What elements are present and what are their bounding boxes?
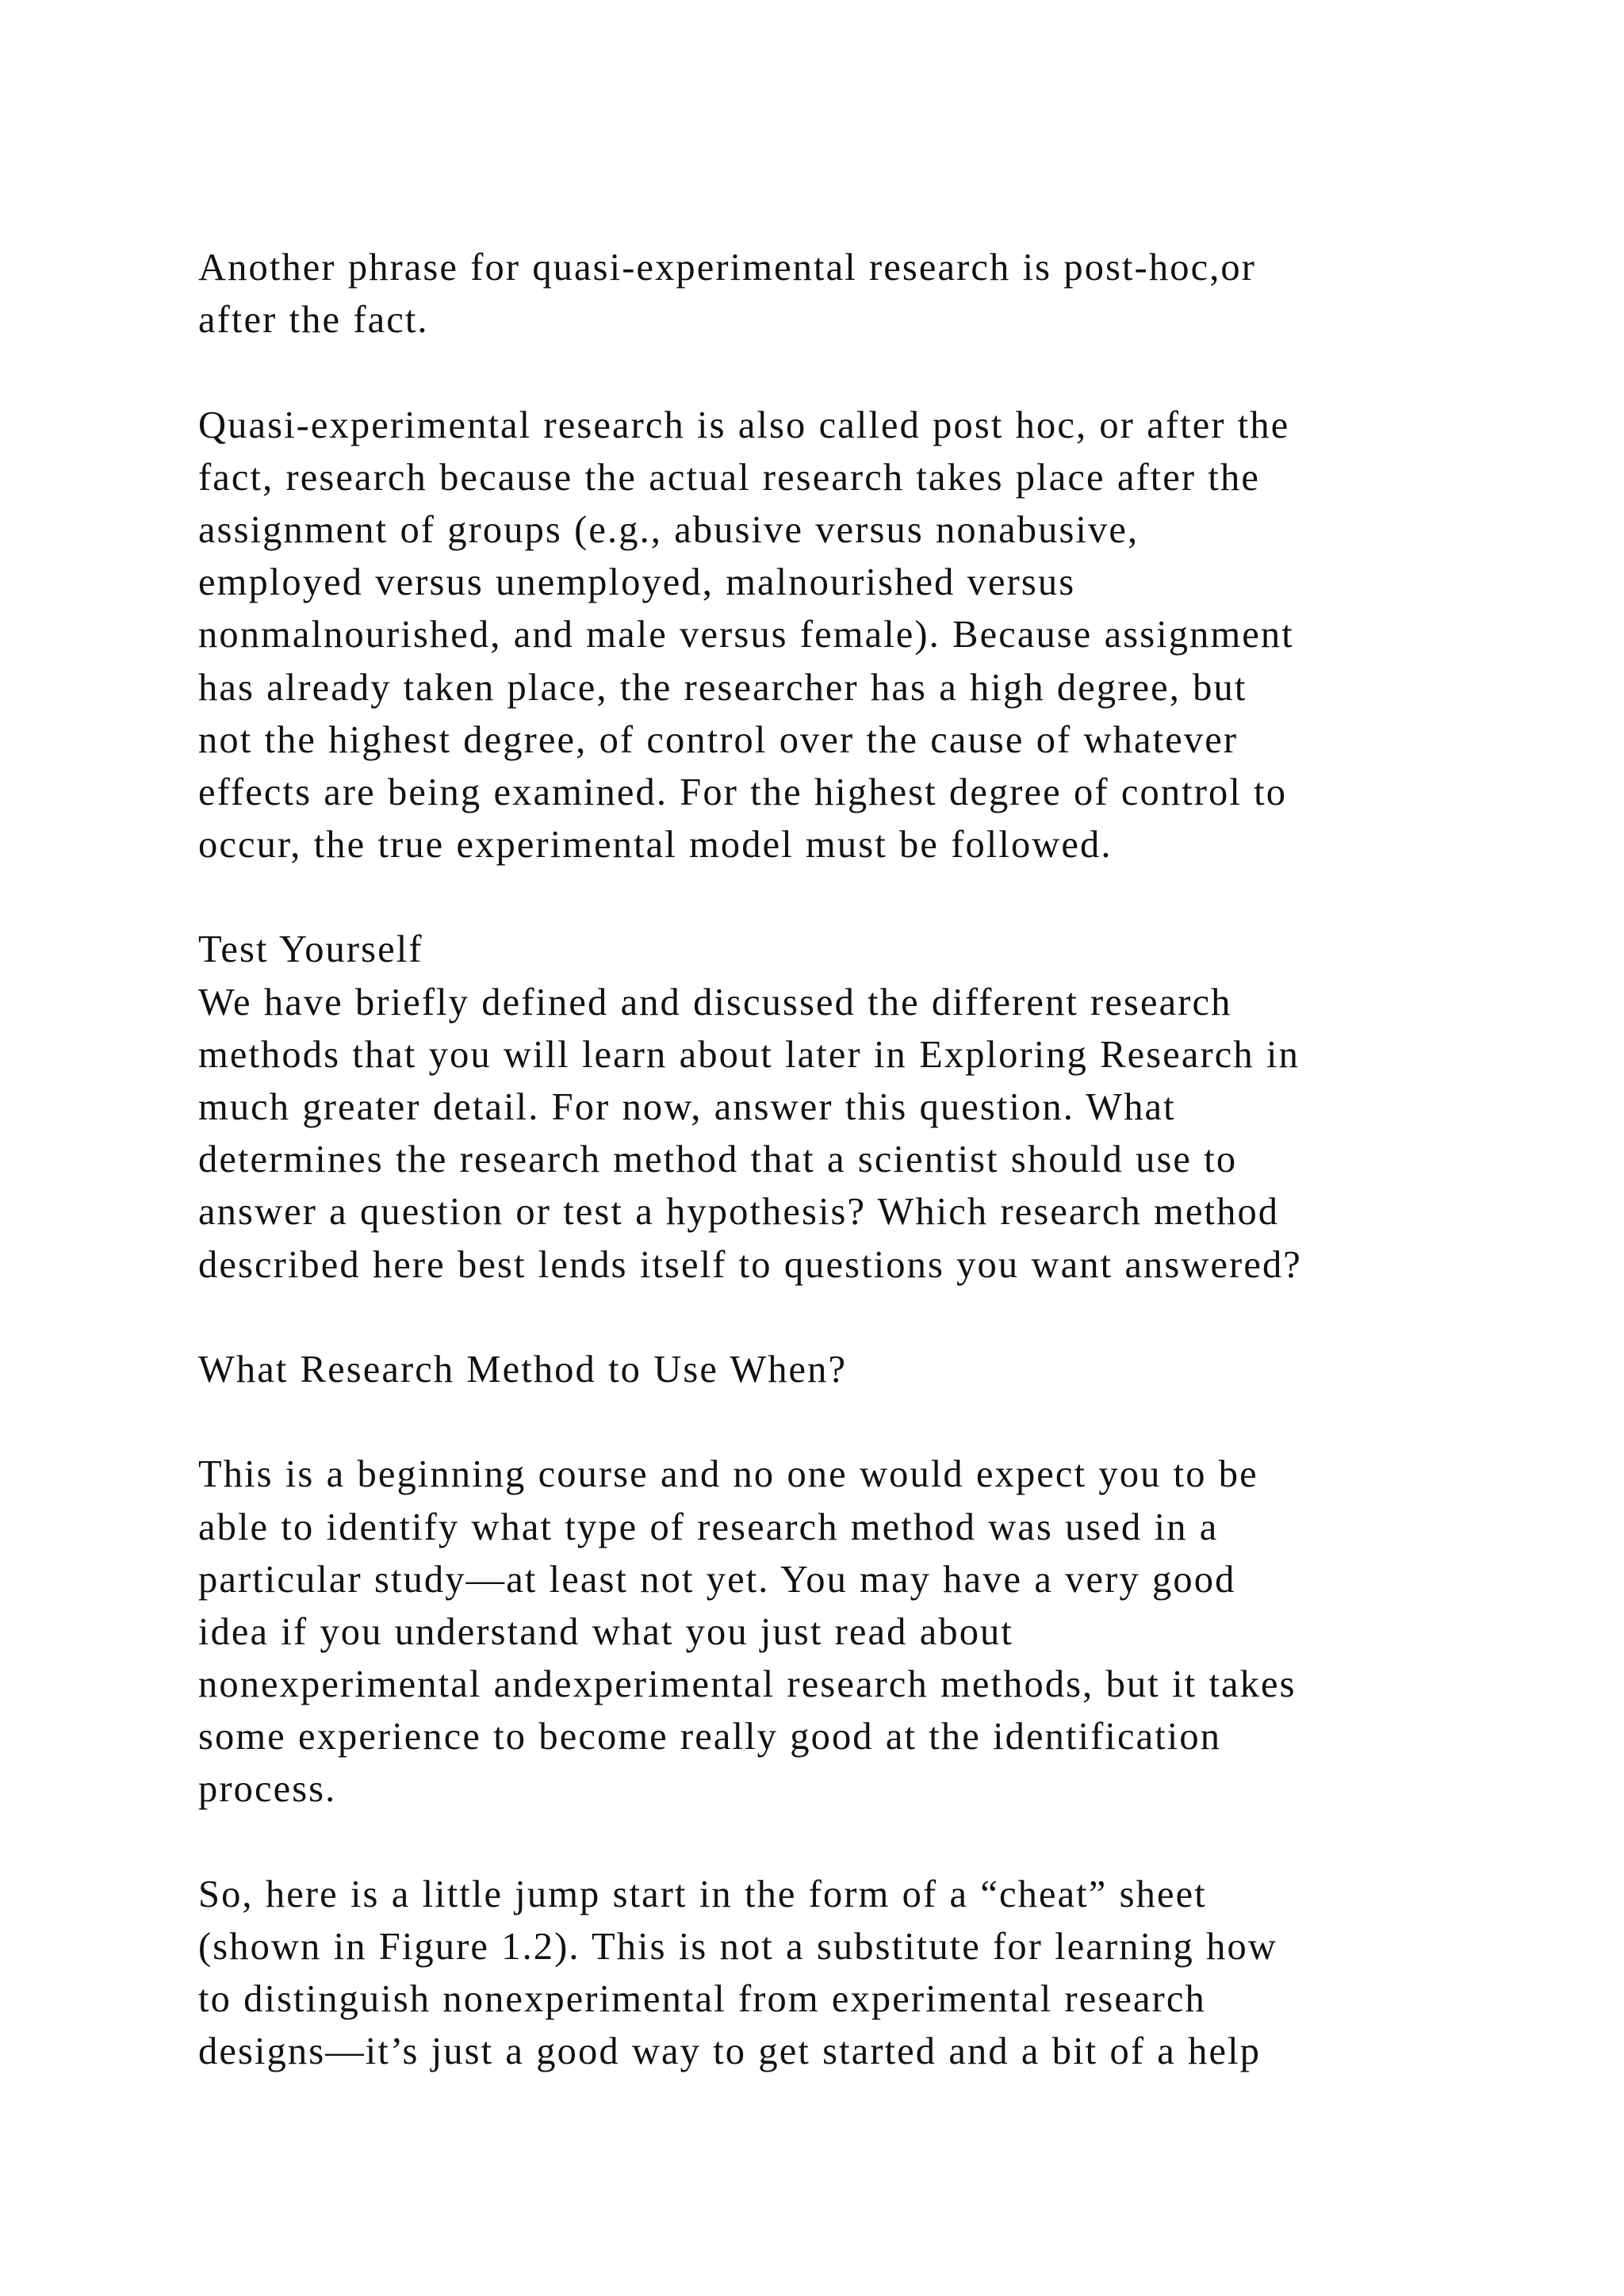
text-line: effects are being examined. For the highest degree of control to [198, 771, 1288, 813]
text-line: nonmalnourished, and male versus female). Because assignment [198, 614, 1294, 656]
text-line: So, here is a little jump start in the form of a “cheat” sheet [198, 1873, 1207, 1915]
paragraph-gap [198, 1816, 1546, 1869]
paragraph-quasi-definition [198, 400, 1546, 872]
paragraph-gap [198, 1396, 1546, 1448]
paragraph-gap [198, 346, 1546, 399]
text-line: process. [198, 1768, 337, 1811]
paragraph-beginning-course [198, 1448, 1546, 1816]
text-line: answer a question or test a hypothesis? Which research method [198, 1191, 1280, 1234]
text-line: some experience to become really good at the identification [198, 1716, 1222, 1758]
paragraph-test-yourself [198, 924, 1546, 1291]
text-line: able to identify what type of research method was used in a [198, 1506, 1219, 1548]
text-line: Quasi-experimental research is also called post hoc, or after the [198, 404, 1290, 446]
text-line: nonexperimental andexperimental research methods, but it takes [198, 1663, 1297, 1706]
body-text [198, 242, 1546, 2079]
text-line: We have briefly defined and discussed the different research [198, 981, 1232, 1024]
text-line: described here best lends itself to questions you want answered? [198, 1243, 1302, 1286]
text-line: employed versus unemployed, malnourished versus [198, 561, 1076, 604]
paragraph-method-heading [198, 1344, 1546, 1396]
text-line: occur, the true experimental model must be followed. [198, 824, 1113, 867]
text-line: This is a beginning course and no one would expect you to be [198, 1453, 1258, 1496]
text-line: designs—it’s just a good way to get started and a bit of a help [198, 2030, 1262, 2073]
text-line: methods that you will learn about later in Exploring Research in [198, 1033, 1300, 1076]
paragraph-quasi-intro [198, 242, 1546, 346]
text-line: Another phrase for quasi-experimental research is post-hoc,or [198, 247, 1257, 289]
text-line: (shown in Figure 1.2). This is not a substitute for learning how [198, 1926, 1277, 1968]
text-line: after the fact. [198, 299, 429, 342]
text-line: not the highest degree, of control over the cause of whatever [198, 718, 1239, 761]
text-line: to distinguish nonexperimental from experimental research [198, 1978, 1206, 2021]
text-line: idea if you understand what you just read about [198, 1610, 1013, 1653]
paragraph-gap [198, 871, 1546, 924]
paragraph-gap [198, 1292, 1546, 1344]
text-line: particular study—at least not yet. You may have a very good [198, 1558, 1236, 1601]
text-line: much greater detail. For now, answer this question. What [198, 1086, 1176, 1128]
paragraph-cheat-sheet [198, 1869, 1546, 2079]
section-heading-which-method: What Research Method to Use When? [198, 1348, 848, 1391]
text-line: assignment of groups (e.g., abusive versus nonabusive, [198, 508, 1139, 551]
text-line: has already taken place, the researcher has a high degree, but [198, 666, 1247, 709]
text-line: fact, research because the actual research takes place after the [198, 456, 1260, 499]
text-line: determines the research method that a scientist should use to [198, 1138, 1238, 1181]
section-heading-test-yourself: Test Yourself [198, 928, 423, 971]
